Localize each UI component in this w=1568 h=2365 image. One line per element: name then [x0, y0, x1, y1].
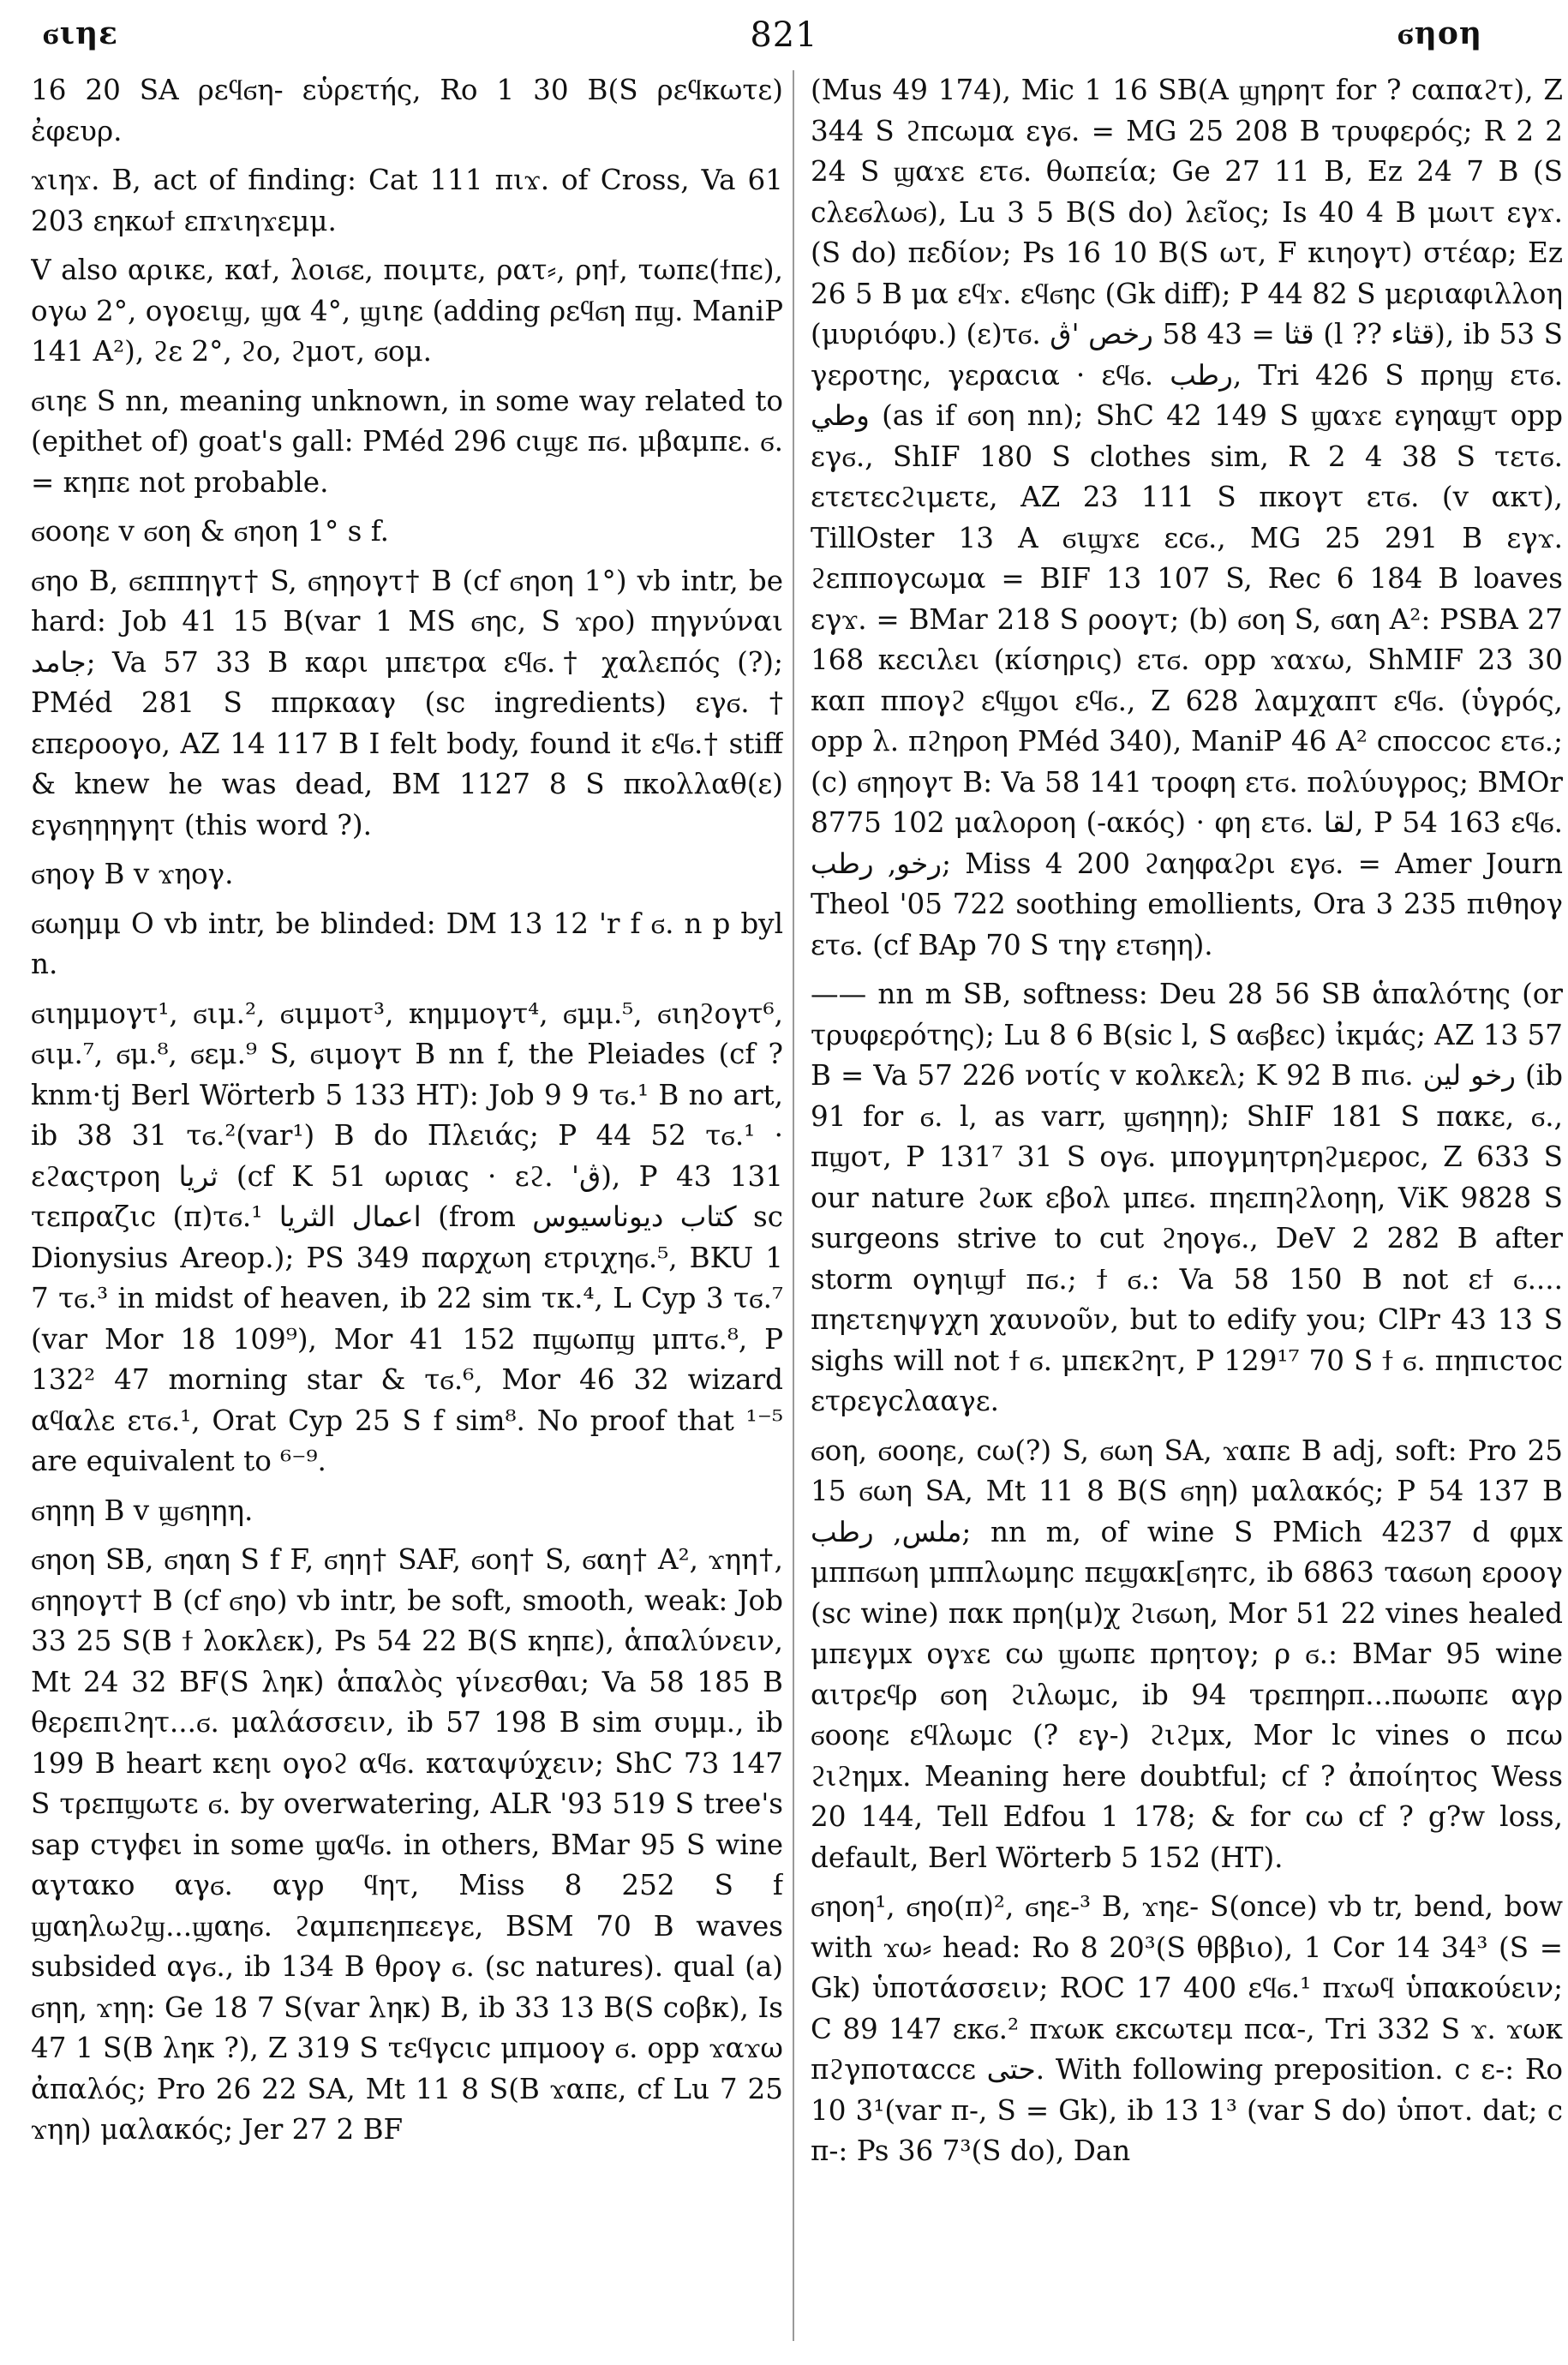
entry-paragraph: 16 20 SA ρεϥϭη- εὑρετής, Ro 1 30 B(S ρεϥκωτε) ἐφευρ. — [31, 74, 783, 147]
entry-paragraph: ϭιηε S nn, meaning unknown, in some way related to (epithet of) goat's gall: PMéd 296 cιϣε πϭ. μβαμπε. ϭ. = κηπε not probable. — [31, 384, 783, 499]
entry-paragraph: ϭωημμ O vb intr, be blinded: DM 13 12 'r f ϭ. n p byl n. — [31, 907, 783, 980]
running-head — [34, 15, 1534, 67]
entry-paragraph: ϭηοη SB, ϭηαη S f F, ϭηη† SAF, ϭοη† S, ϭαη† A², ϫηη†, ϭηηογτ† B (cf ϭηο) vb intr, be soft, smooth, weak: Job 33 25 S(B ϯ λοκλεκ), Ps 54 22 B(S κηπε), ἁπαλύνειν, Mt 24 32 BF(S ληκ) ἁπαλὸς γίνεσθαι; Va 58 185 B θερεπιϩητ...ϭ. μαλάσσειν, ib 57 198 B sim συμμ., ib 199 B heart κεηι ογοϩ αϥϭ. καταψύχειν; ShC 73 147 S τρεπϣωτε ϭ. by overwatering, ALR '93 519 S tree's sap cτγϕει in some ϣαϥϭ. in others, BMar 95 S wine αγτακο αγϭ. αγρ ϥητ, Miss 8 252 S f ϣαηλωϩϣ...ϣαηϭ. ϩαμπεηπεεγε, BSM 70 B waves subsided αγϭ., ib 134 B θρογ ϭ. (sc natures). qual (a) ϭηη, ϫηη: Ge 18 7 S(var ληκ) B, ib 33 13 B(S cοβκ), Is 47 1 S(B ληκ ?), Z 319 S τεϥγcιc μπμοογ ϭ. opp ϫαϫω ἀπαλός; Pro 26 22 SA, Mt 11 8 S(B ϫαπε, cf Lu 7 25 ϫηη) μαλακός; Jer 27 2 BF — [31, 1543, 783, 2146]
entry-paragraph: ϭηογ B v ϫηογ. — [31, 858, 234, 890]
header-right-catchword: ϭηοη — [1397, 15, 1482, 51]
entry-paragraph: ϭηηη B v ϣϭηηη. — [31, 1494, 254, 1527]
entry-paragraph: ϭηοη¹, ϭηο(π)², ϭηε-³ B, ϫηε- S(once) vb tr, bend, bow with ϫω⸗ head: Ro 8 20³(S θββιο), 1 Cor 14 34³ (S = Gk) ὑποτάσσειν; ROC 17 400 εϥϭ.¹ πϫωϥ ὑπακούειν; C 89 147 εκϭ.² πϫωκ εκcωτεμ πcα-, Tri 332 S ϫ. ϫωκ πϩγποταccε حتى. With following preposition. c ε-: Ro 10 3¹(var π-, S = Gk), ib 13 1³ (var S do) ὑποτ. dat; c π-: Ps 36 7³(S do), Dan — [811, 1890, 1563, 2167]
left-column — [31, 70, 783, 2350]
right-column — [811, 70, 1563, 2350]
entry-paragraph: ϫιηϫ. B, act of finding: Cat 111 πιϫ. of Cross, Va 61 203 εηκωϯ επϫιηϫεμμ. — [31, 164, 783, 237]
page-number: 821 — [750, 15, 818, 55]
entry-paragraph: (Mus 49 174), Mic 1 16 SB(A ϣηρητ for ? cαπαϩτ), Z 344 S ϩπcωμα εγϭ. = MG 25 208 B τρυφερός; R 2 2 24 S ϣαϫε ετϭ. θωπεία; Ge 27 11 B, Ez 24 7 B (S cλεϭλωϭ), Lu 3 5 B(S do) λεῖος; Is 40 4 B μωιτ εγϫ. (S do) πεδίον; Ps 16 10 B(S ωτ, F κιηογτ) στέαρ; Ez 26 5 B μα εϥϫ. εϥϭηc (Gk diff); P 44 82 S μεριαφιλλοη (μυριόφυ.) (ε)τϭ. قثا = 43 58 رخص 'ڨ (l ?? قثاء), ib 53 S γεροτηc, γεραcια · εϥϭ. رطب, Tri 426 S πρηϣ ετϭ. وطي (as if ϭοη nn); ShC 42 149 S ϣαϫε εγηαϣτ opp εγϭ., ShIF 180 S clothes sim, R 2 4 38 S τετϭ. ετετεcϩιμετε, AZ 23 111 S πκογτ ετϭ. (v ακτ), TillOster 13 A ϭιϣϫε εcϭ., MG 25 291 B εγϫ. ϩεππογcωμα = BIF 13 107 S, Rec 6 184 B loaves εγϫ. = BMar 218 S ροογτ; (b) ϭοη S, ϭαη A²: PSBA 27 168 κεcιλει (κίσηρις) ετϭ. opp ϫαϫω, ShMIF 23 30 καπ ππογϩ εϥϣοι εϥϭ., Z 628 λαμχαπτ εϥϭ. (ὑγρός, opp λ. πϩηροη PMéd 340), ManiP 46 A² cποccoc ετϭ.; (c) ϭηηογτ B: Va 58 141 τροφη ετϭ. πολύυγρος; BMOr 8775 102 μαλοροη (-ακός) · φη ετϭ. لقا, P 54 163 εϥϭ. رخو, رطب; Miss 4 200 ϩαηφαϩρι εγϭ. = Amer Journ Theol '05 722 soothing emollients, Ora 3 235 πιθηογ ετϭ. (cf BAp 70 S τηγ ετϭηη). — [811, 74, 1563, 961]
header-left-catchword: ϭιηε — [43, 15, 119, 51]
entry-paragraph: ϭοοηε v ϭοη & ϭηοη 1° s f. — [31, 515, 390, 548]
entry-paragraph: ϭιημμογτ¹, ϭιμ.², ϭιμμοτ³, κημμογτ⁴, ϭμμ.⁵, ϭιηϩογτ⁶, ϭιμ.⁷, ϭμ.⁸, ϭεμ.⁹ S, ϭιμογτ B nn f, the Pleiades (cf ? knm·tj Berl Wörterb 5 133 HT): Job 9 9 τϭ.¹ B no art, ib 38 31 τϭ.²(var¹) B do Πλειάς; P 44 52 τϭ.¹ · εϩαςτροη ثريا (cf K 51 ωριας · εϩ. 'ڨ), P 43 131 τεπραζιc (π)τϭ.¹ اعمال الثريا (from كتاب ديوناسيوس sc Dionysius Areop.); PS 349 παρχωη ετριχηϭ.⁵, BKU 1 7 τϭ.³ in midst of heaven, ib 22 sim τκ.⁴, L Cyp 3 τϭ.⁷ (var Mor 18 109⁹), Mor 41 152 πϣωπϣ μπτϭ.⁸, P 132² 47 morning star & τϭ.⁶, Mor 46 32 wizard αϥαλε ετϭ.¹, Orat Cyp 25 S f sim⁸. No proof that ¹⁻⁵ are equivalent to ⁶⁻⁹. — [31, 997, 783, 1477]
entry-paragraph: ϭοη, ϭοοηε, ϲω(?) S, ϭωη SA, ϫαπε B adj, soft: Pro 25 15 ϭωη SA, Mt 11 8 B(S ϭηη) μαλακός; P 54 137 B ملس, رطب; nn m, of wine S PMich 4237 d φμx μππϭωη μππλωμηc πεϣακ[ϭηтc, ib 6863 ταϭωη εροογ (sc wine) πακ πρη(μ)χ ϩιϭωη, Mor 51 22 vines healed μπεγμx ογϫε ϲω ϣωπε πρητογ; ρ ϭ.: BMar 95 wine αιτρεϥρ ϭοη ϩιλωμc, ib 94 τρεπηρπ...πωωπε αγρ ϭοοηε εϥλωμc (? εγ-) ϩιϩμx, Mor lc vines ο πϲω ϩιϩημx. Meaning here doubtful; cf ? ἀποίητος Wess 20 144, Tell Edfou 1 178; & for ϲω cf ? g?w loss, default, Berl Wörterb 5 152 (HT). — [811, 1434, 1563, 1874]
entry-paragraph: V also αρικε, καϯ, λοιϭε, ποιμτε, ρατ⸗, ρηϯ, τωπε(ϯπε), ογω 2°, ογοειϣ, ϣα 4°, ϣιηε (adding ρεϥϭη πϣ. ManiP 141 A²), ϩε 2°, ϩο, ϩμοτ, ϭομ. — [31, 254, 783, 368]
column-divider — [793, 70, 794, 2341]
entry-paragraph: ϭηο B, ϭεππηγτ† S, ϭηηογτ† B (cf ϭηοη 1°) vb intr, be hard: Job 41 15 B(var 1 MS ϭηc, S ϫρο) πηγνύναι جامد; Va 57 33 B καρι μπετρα εϥϭ.† χαλεπός (?); PMéd 281 S ππρκααγ (sc ingredients) εγϭ.† επεροογο, AZ 14 117 B I felt body, found it εϥϭ.† stiff & knew he was dead, BM 1127 8 S πκολλαθ(ε) εγϭηηηγητ (this word ?). — [31, 564, 783, 841]
entry-paragraph: —— nn m SB, softness: Deu 28 56 SB ἁπαλότης (or τρυφερότης); Lu 8 6 B(sic l, S αϭβεc) ἰκμάς; AZ 13 57 B = Va 57 226 νοτίς v κολκελ; K 92 B πιϭ. رخو لين (ib 91 for ϭ. l, as varr, ϣϭηηη); ShIF 181 S πακε, ϭ., πϣοτ, P 131⁷ 31 S ογϭ. μπογμητρηϩμεροc, Z 633 S our nature ϩωκ εβολ μπεϭ. πηεπηϩλοηη, ViK 9828 S surgeons strive to cut ϩηογϭ., DeV 2 282 B after storm ογηιϣϯ πϭ.; ϯ ϭ.: Va 58 150 B not εϯ ϭ.... πηετεηψγχη χαυνοῦν, but to edify you; ClPr 43 13 S sighs will not ϯ ϭ. μπεκϩητ, P 129¹⁷ 70 S ϯ ϭ. πηπιcτοc ετρεγcλααγε. — [811, 978, 1563, 1417]
